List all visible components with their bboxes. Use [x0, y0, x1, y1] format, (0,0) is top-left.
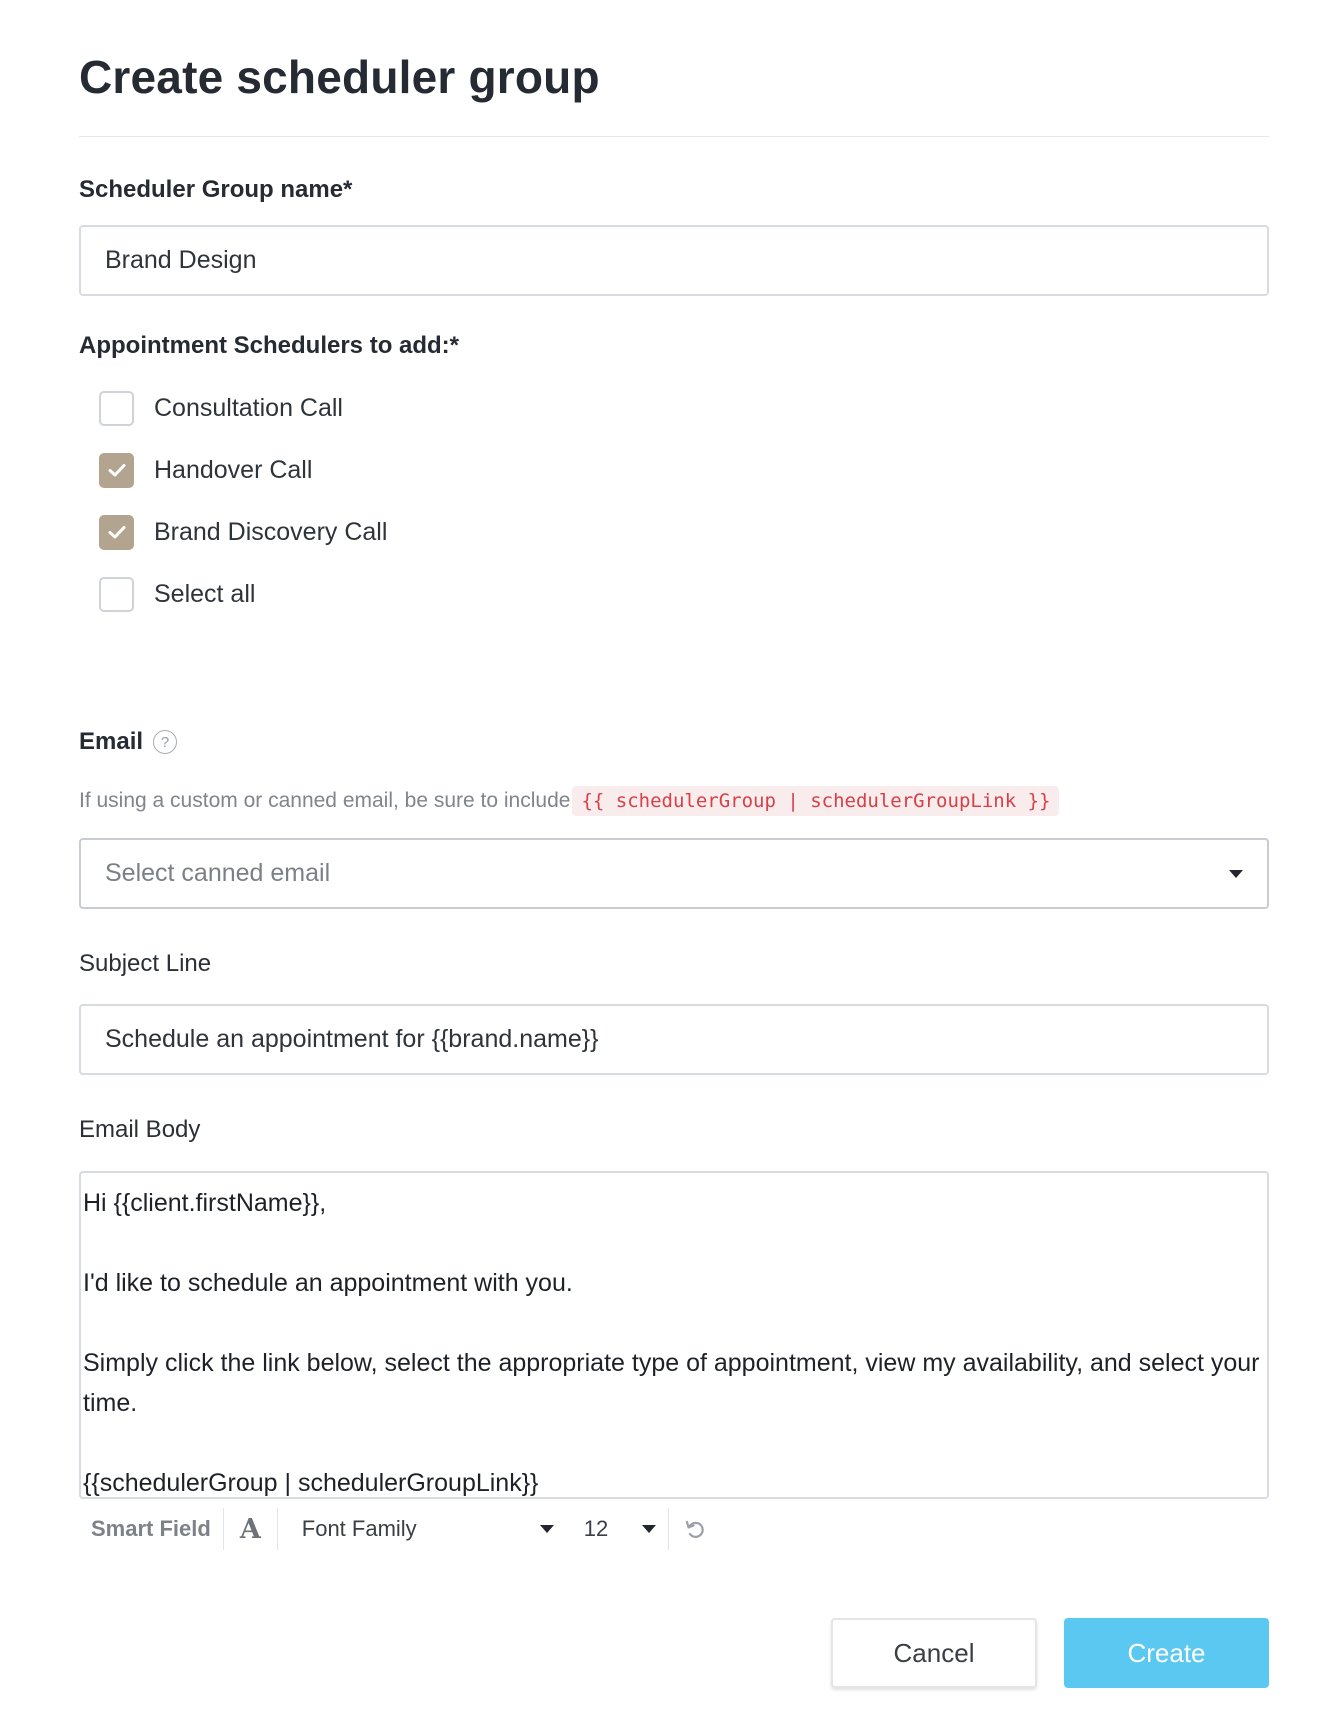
checkmark-icon — [107, 524, 127, 540]
title-divider — [79, 136, 1269, 137]
checkbox-handover-call[interactable] — [99, 453, 134, 488]
checkbox-label: Handover Call — [154, 455, 313, 484]
group-name-input[interactable]: Brand Design — [79, 225, 1269, 296]
editor-toolbar — [79, 1508, 721, 1550]
undo-button[interactable] — [669, 1517, 721, 1541]
checkbox-brand-discovery-call[interactable] — [99, 515, 134, 550]
cancel-button[interactable]: Cancel — [831, 1618, 1037, 1688]
body-line: {{schedulerGroup | schedulerGroupLink}} — [83, 1469, 539, 1497]
email-hint — [79, 786, 1059, 816]
body-line-blank — [83, 1303, 1265, 1343]
email-body-editor[interactable] — [79, 1171, 1269, 1499]
subject-label: Subject Line — [79, 950, 212, 977]
help-icon[interactable]: ? — [153, 730, 177, 754]
body-line-blank — [83, 1423, 1265, 1463]
scheduler-option-consultation-call[interactable] — [99, 390, 343, 426]
body-line: I'd like to schedule an appointment with you. — [83, 1269, 573, 1297]
email-hint-code: {{ schedulerGroup | schedulerGroupLink }} — [572, 786, 1059, 816]
email-hint-text: If using a custom or canned email, be sure to include — [79, 789, 571, 812]
undo-icon — [683, 1517, 707, 1541]
subject-input[interactable]: Schedule an appointment for {{brand.name}} — [79, 1004, 1269, 1075]
checkbox-select-all[interactable] — [99, 577, 134, 612]
scheduler-option-handover-call[interactable] — [99, 452, 312, 488]
scheduler-option-brand-discovery-call[interactable] — [99, 514, 387, 550]
chevron-down-icon — [642, 1525, 656, 1533]
font-family-select[interactable] — [278, 1516, 568, 1542]
email-body-label: Email Body — [79, 1116, 201, 1143]
body-line-blank — [83, 1223, 1265, 1263]
checkbox-label: Brand Discovery Call — [154, 517, 388, 546]
chevron-down-icon — [1229, 870, 1243, 878]
schedulers-label: Appointment Schedulers to add:* — [79, 332, 460, 359]
checkbox-label: Select all — [154, 579, 256, 608]
body-line: Simply click the link below, select the appropriate type of appointment, view my availability, and select your time. — [83, 1349, 1260, 1417]
chevron-down-icon — [540, 1525, 554, 1533]
checkbox-consultation-call[interactable] — [99, 391, 134, 426]
smart-field-button[interactable]: Smart Field — [91, 1516, 211, 1541]
page-title: Create scheduler group — [79, 51, 600, 103]
font-size-select[interactable] — [568, 1516, 668, 1542]
checkmark-icon — [107, 462, 127, 478]
body-line: Hi {{client.firstName}}, — [83, 1189, 327, 1217]
create-button[interactable]: Create — [1064, 1618, 1269, 1688]
font-size-value: 12 — [583, 1516, 609, 1541]
font-family-value: Font Family — [301, 1516, 417, 1541]
canned-email-select[interactable] — [79, 838, 1269, 909]
canned-email-placeholder: Select canned email — [105, 859, 331, 887]
font-color-icon[interactable]: A — [239, 1513, 261, 1545]
email-label: Email — [79, 728, 144, 755]
checkbox-label: Consultation Call — [154, 393, 343, 422]
group-name-label: Scheduler Group name* — [79, 176, 353, 203]
scheduler-option-select-all[interactable] — [99, 576, 255, 612]
email-section-header — [79, 728, 177, 756]
